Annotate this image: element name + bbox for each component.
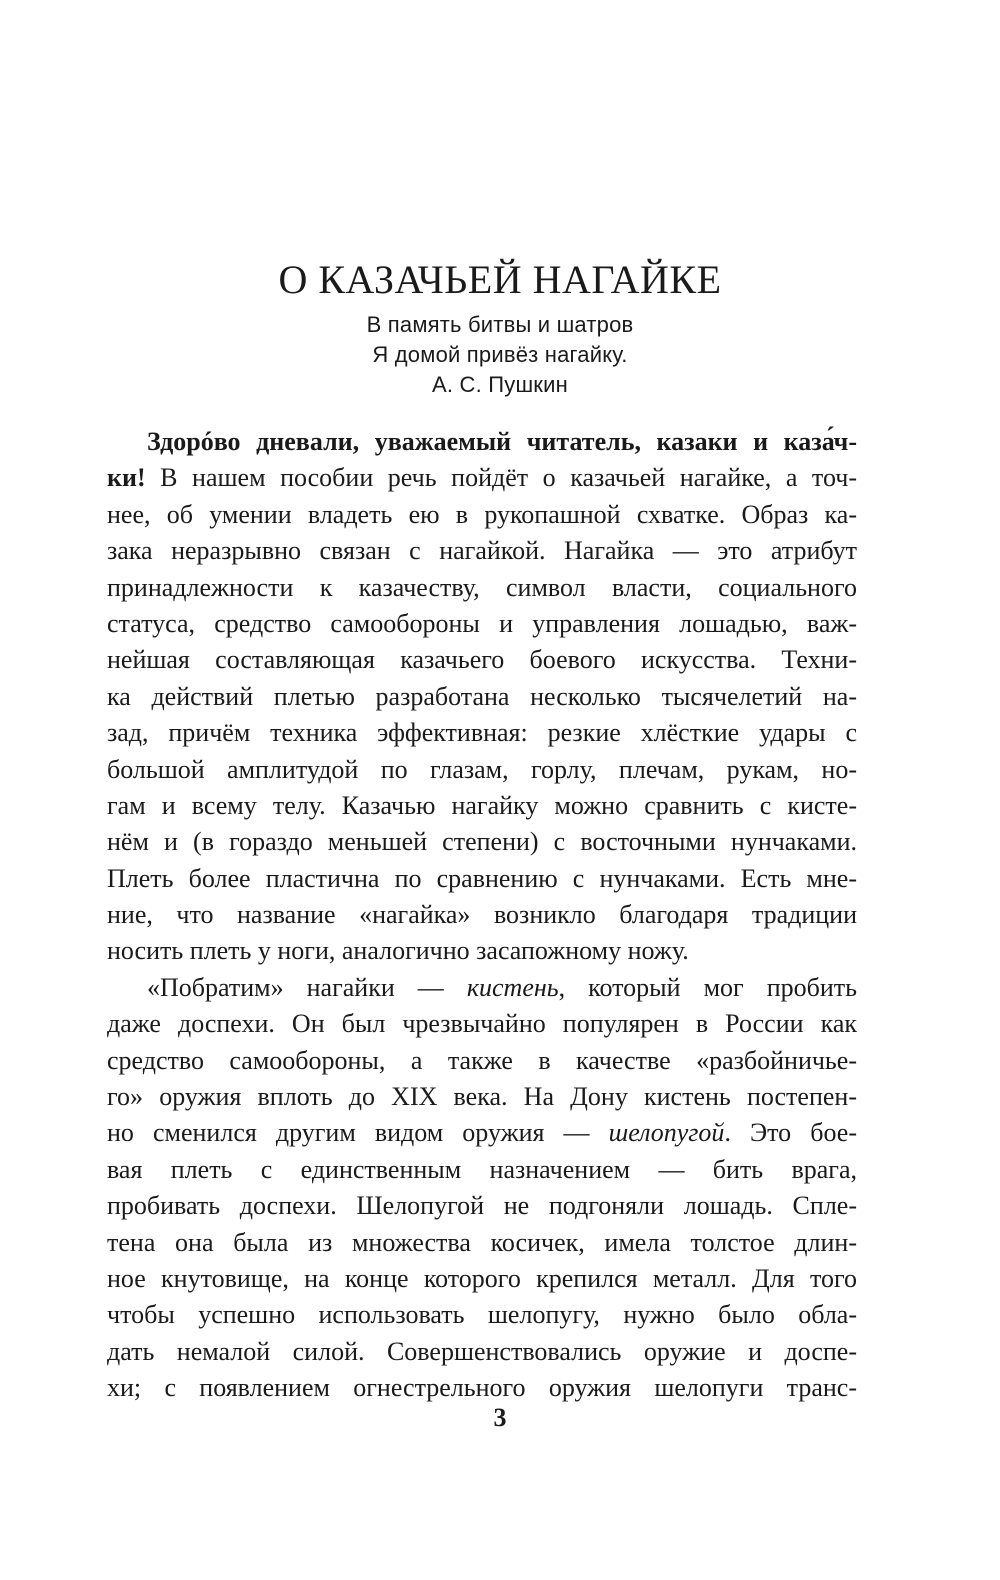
- text-line: [107, 424, 857, 460]
- bold-greeting-end: ки!: [107, 463, 146, 493]
- text-line: тена она была из множества косичек, имела толстое длин-: [107, 1227, 857, 1257]
- text-fragment: , который мог пробить: [558, 972, 857, 1002]
- text-line: ние, что название «нагайка» возникло благодаря традиции: [107, 900, 857, 930]
- italic-term: шелопугой: [608, 1118, 725, 1148]
- text-line: [107, 1115, 857, 1151]
- text-fragment: В нашем пособии речь пойдёт о казачьей нагайке, а точ-: [145, 463, 857, 493]
- text-line: зад, причём техника эффективная: резкие хлёсткие удары с: [107, 718, 857, 748]
- text-line: пробивать доспехи. Шелопугой не подгоняли лошадь. Спле-: [107, 1191, 857, 1221]
- text-fragment: но сменился другим видом оружия —: [107, 1118, 609, 1148]
- text-line: нём и (в гораздо меньшей степени) с восточными нунчаками.: [107, 827, 857, 857]
- text-line: дать немалой силой. Совершенствовались оружие и доспе-: [107, 1336, 857, 1366]
- text-fragment: «Побратим» нагайки —: [147, 972, 467, 1002]
- text-line: большой амплитудой по глазам, горлу, плечам, рукам, но-: [107, 754, 857, 784]
- text-line: средство самообороны, а также в качестве «разбойничье-: [107, 1045, 857, 1075]
- epigraph-line-2: Я домой привёз нагайку.: [372, 342, 628, 367]
- text-line: зака неразрывно связан с нагайкой. Нагайка — это атрибут: [107, 536, 857, 566]
- text-line: принадлежности к казачеству, символ власти, социального: [107, 572, 857, 602]
- chapter-title: О КАЗАЧЬЕЙ НАГАЙКЕ: [278, 257, 722, 302]
- text-line: Плеть более пластична по сравнению с нунчаками. Есть мне-: [107, 863, 857, 893]
- page-number: 3: [493, 1403, 507, 1432]
- body-text: [107, 424, 857, 1407]
- text-line: вая плеть с единственным назначением — бить врага,: [107, 1154, 857, 1184]
- text-line: гам и всему телу. Казачью нагайку можно сравнить с кисте-: [107, 790, 857, 820]
- text-line: ка действий плетью разработана несколько тысячелетий на-: [107, 681, 857, 711]
- text-line: носить плеть у ноги, аналогично засапожному ножу.: [107, 936, 689, 966]
- text-line: ное кнутовище, на конце которого крепился металл. Для того: [107, 1263, 857, 1293]
- epigraph-line-1: В память битвы и шатров: [366, 312, 634, 337]
- epigraph: [0, 310, 1000, 400]
- text-line: го» оружия вплоть до XIX века. На Дону кистень постепен-: [107, 1082, 857, 1112]
- italic-term: кистень: [466, 972, 559, 1002]
- text-line: даже доспехи. Он был чрезвычайно популярен в России как: [107, 1009, 857, 1039]
- text-line: нейшая составляющая казачьего боевого искусства. Техни-: [107, 645, 857, 675]
- text-fragment: . Это бое-: [724, 1118, 857, 1148]
- bold-greeting: Здорóво дневали, уважаемый читатель, казаки и каза́ч-: [147, 427, 857, 456]
- text-line: нее, об умении владеть ею в рукопашной схватке. Образ ка-: [107, 499, 857, 529]
- text-line: [107, 460, 857, 496]
- text-line: хи; с появлением огнестрельного оружия шелопуги транс-: [107, 1373, 857, 1403]
- text-line: статуса, средство самообороны и управления лошадью, важ-: [107, 608, 857, 638]
- text-line: [107, 970, 857, 1006]
- epigraph-author: А. С. Пушкин: [432, 372, 568, 397]
- text-line: чтобы успешно использовать шелопугу, нужно было обла-: [107, 1300, 857, 1330]
